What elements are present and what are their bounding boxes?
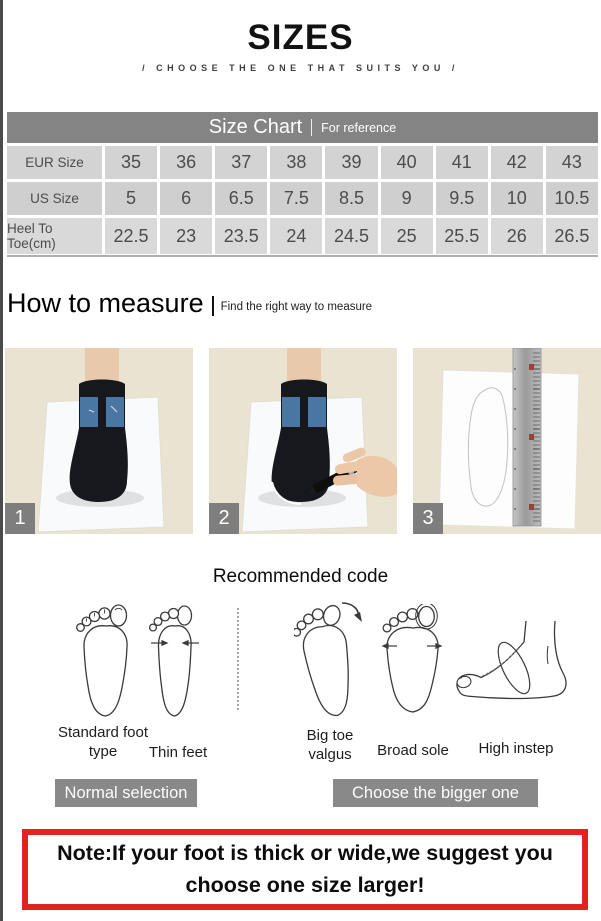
choose-bigger-bar: Choose the bigger one — [333, 779, 538, 807]
measure-title: How to measure — [7, 288, 204, 318]
table-cell: 9 — [381, 182, 433, 215]
size-chart-title: Size Chart — [208, 116, 303, 138]
row-label-us: US Size — [7, 182, 102, 215]
group-divider-dotted-line — [237, 608, 239, 710]
thin-feet-icon — [149, 604, 201, 722]
size-chart-note: For reference — [321, 120, 397, 135]
standard-foot-icon — [75, 604, 137, 722]
measure-step-photo-1 — [5, 348, 193, 534]
size-chart-header — [7, 112, 598, 143]
foot-type-label-thin: Thin feet — [148, 744, 208, 761]
table-cell: 39 — [325, 146, 377, 179]
page-title: SIZES — [247, 18, 354, 57]
step-number-badge: 1 — [5, 503, 35, 534]
page-subtitle: / CHOOSE THE ONE THAT SUITS YOU / — [142, 63, 459, 73]
table-cell: 41 — [436, 146, 488, 179]
table-cell: 6 — [160, 182, 212, 215]
left-edge-line — [0, 0, 3, 921]
table-cell: 25 — [381, 218, 433, 254]
table-cell: 6.5 — [215, 182, 267, 215]
step-number-badge: 3 — [413, 503, 443, 534]
table-cell: 24 — [270, 218, 322, 254]
table-cell: 5 — [105, 182, 157, 215]
table-cell: 42 — [491, 146, 543, 179]
broad-sole-icon — [380, 604, 446, 718]
size-chart-grid — [7, 146, 598, 257]
table-cell: 8.5 — [325, 182, 377, 215]
table-cell: 10.5 — [546, 182, 598, 215]
big-toe-valgus-icon — [294, 600, 366, 724]
header-divider — [311, 119, 312, 136]
heading-divider — [212, 296, 214, 316]
table-cell: 37 — [215, 146, 267, 179]
row-label-heel-to-toe: Heel To Toe(cm) — [7, 218, 102, 254]
table-cell: 23.5 — [215, 218, 267, 254]
table-cell: 23 — [160, 218, 212, 254]
table-cell: 38 — [270, 146, 322, 179]
table-cell: 9.5 — [436, 182, 488, 215]
measure-subtitle: Find the right way to measure — [220, 300, 373, 313]
table-cell: 25.5 — [436, 218, 488, 254]
measure-step-photo-3 — [413, 348, 601, 534]
table-cell: 40 — [381, 146, 433, 179]
high-instep-icon — [452, 618, 578, 718]
table-cell: 24.5 — [325, 218, 377, 254]
step-number-badge: 2 — [209, 503, 239, 534]
foot-type-label-instep: High instep — [478, 740, 554, 757]
size-note-text: Note:If your foot is thick or wide,we suggest you choose one size larger! — [57, 841, 553, 897]
table-cell: 7.5 — [270, 182, 322, 215]
foot-type-label-valgus: Big toe valgus — [306, 727, 354, 763]
size-chart — [7, 112, 598, 257]
row-label-eur: EUR Size — [7, 146, 102, 179]
normal-selection-bar: Normal selection — [55, 779, 197, 807]
table-cell: 36 — [160, 146, 212, 179]
steel-ruler-icon — [513, 348, 541, 526]
table-cell: 22.5 — [105, 218, 157, 254]
size-note-box — [22, 829, 588, 910]
table-cell: 10 — [491, 182, 543, 215]
measure-section-heading — [7, 288, 372, 319]
measure-step-photo-2 — [209, 348, 397, 534]
table-cell: 35 — [105, 146, 157, 179]
foot-type-label-standard: Standard foot type — [57, 724, 149, 760]
table-cell: 26 — [491, 218, 543, 254]
foot-type-label-broad: Broad sole — [377, 742, 449, 759]
table-cell: 26.5 — [546, 218, 598, 254]
recommended-title: Recommended code — [212, 566, 389, 587]
table-cell: 43 — [546, 146, 598, 179]
